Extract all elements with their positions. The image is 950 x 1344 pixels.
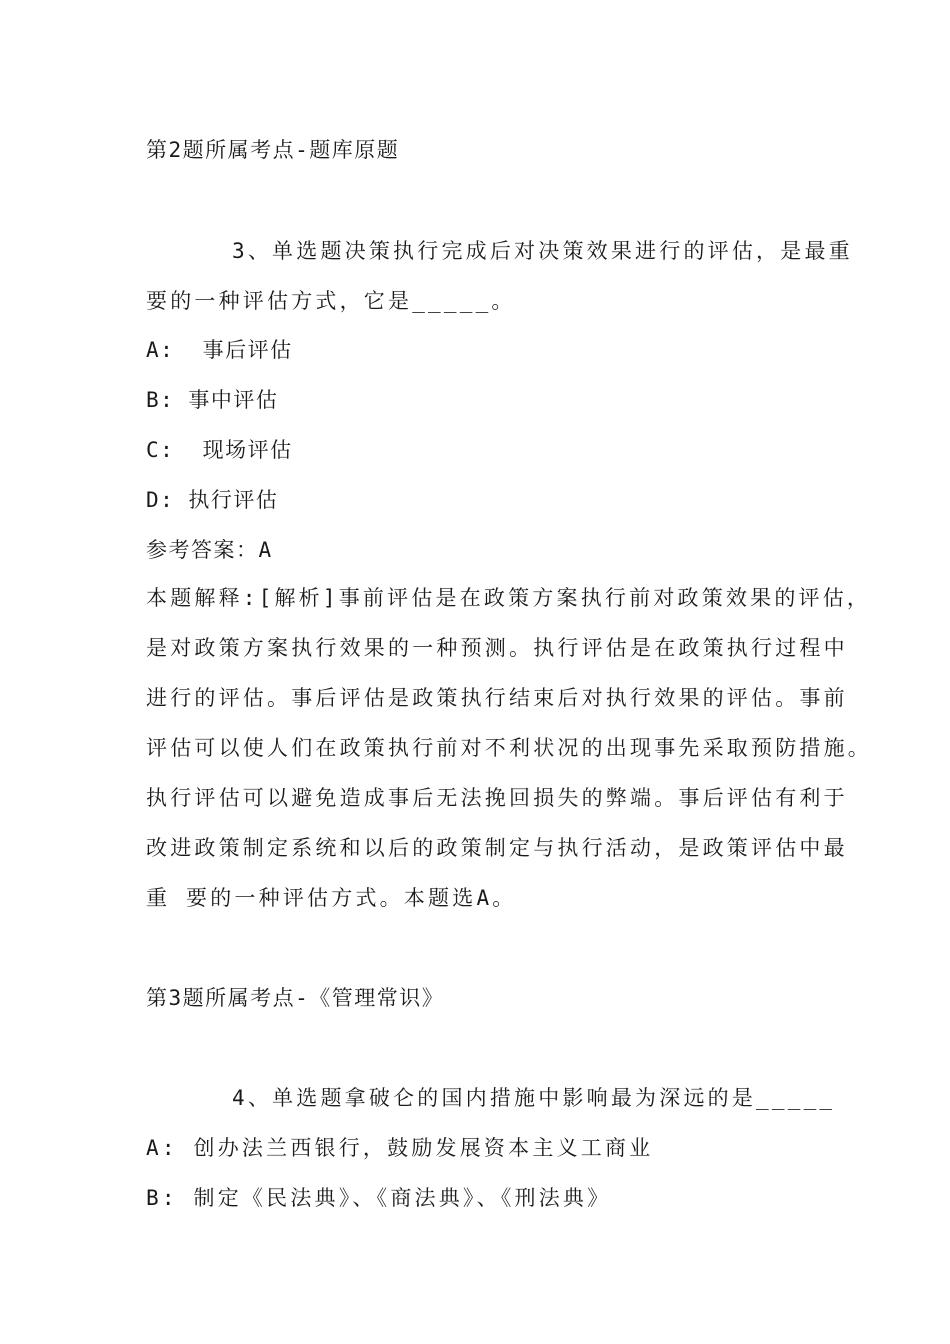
question-3-explanation-line-7: 重 要的一种评估方式。本题选A。	[146, 886, 517, 910]
question-4-option-b: B: 制定《民法典》、《商法典》、《刑法典》	[146, 1186, 612, 1210]
question-3-option-b: B: 事中评估	[146, 388, 279, 412]
question-3-option-c: C: 现场评估	[146, 438, 293, 462]
question-3-option-d: D: 执行评估	[146, 488, 279, 512]
question-3-stem-line-2: 要的一种评估方式，它是_____。	[146, 289, 516, 313]
question-4-option-a: A: 创办法兰西银行，鼓励发展资本主义工商业	[146, 1136, 654, 1160]
question-3-explanation-line-4: 评估可以使人们在政策执行前对不利状况的出现事先采取预防措施。	[146, 736, 872, 760]
question-4-stem: 4、单选题拿破仑的国内措施中影响最为深远的是_____	[232, 1086, 836, 1110]
question-3-topic: 第3题所属考点-《管理常识》	[146, 986, 445, 1010]
question-3-option-a: A: 事后评估	[146, 338, 293, 362]
question-3-explanation-line-2: 是对政策方案执行效果的一种预测。执行评估是在政策执行过程中	[146, 636, 848, 660]
question-3-explanation-line-3: 进行的评估。事后评估是政策执行结束后对执行效果的评估。事前	[146, 686, 848, 710]
question-3-stem-line-1: 3、单选题决策执行完成后对决策效果进行的评估，是最重	[232, 239, 853, 263]
question-3-explanation-line-1: 本题解释:[解析]事前评估是在政策方案执行前对政策效果的评估，	[146, 586, 872, 610]
question-3-answer: 参考答案：A	[146, 538, 273, 562]
question-3-explanation-line-6: 改进政策制定系统和以后的政策制定与执行活动，是政策评估中最	[146, 836, 848, 860]
question-2-topic: 第2题所属考点-题库原题	[146, 138, 400, 162]
question-3-explanation-line-5: 执行评估可以避免造成事后无法挽回损失的弊端。事后评估有利于	[146, 786, 848, 810]
